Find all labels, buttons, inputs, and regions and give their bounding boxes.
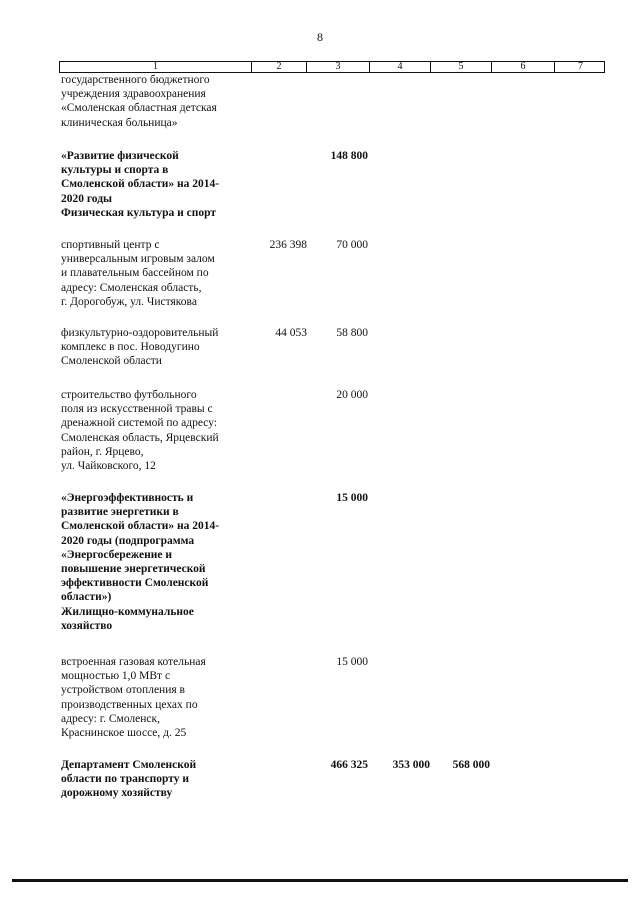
program-heading: «Развитие физической культуры и спорта в Смоленской области» на 2014- 2020 годы Физическая культура и спорт [61, 150, 220, 219]
row-text: встроенная газовая котельная мощностью 1,0 МВт с устройством отопления в производственных цехах по адресу: г. Смоленск, Краснинское шоссе, д. 25 [61, 656, 206, 740]
program-amount-col3: 15 000 [336, 492, 368, 504]
bottom-scan-border [12, 879, 628, 882]
amount-col3: 15 000 [336, 656, 368, 668]
department-heading: Департамент Смоленской области по транспорту и дорожному хозяйству [61, 759, 197, 800]
column-header-2: 2 [252, 62, 307, 72]
column-header-3: 3 [307, 62, 370, 72]
amount-col2: 44 053 [275, 327, 307, 339]
column-header-row [59, 61, 605, 73]
amount-col3: 70 000 [336, 239, 368, 251]
program-heading: «Энергоэффективность и развитие энергетики в Смоленской области» на 2014- 2020 годы (подпрограмма «Энергосбережение и повышение энергетической эффективности Смоленской области») Жилищно-коммунальное хозяйство [61, 492, 220, 632]
department-amount-col4: 353 000 [392, 759, 430, 771]
row-text: спортивный центр с универсальным игровым залом и плавательным бассейном по адресу: Смоленская область, г. Дорогобуж, ул. Чистякова [61, 239, 215, 308]
column-header-6: 6 [492, 62, 555, 72]
row-text: физкультурно-оздоровительный комплекс в пос. Новодугино Смоленской области [61, 327, 219, 368]
row-text: строительство футбольного поля из искусственной травы с дренажной системой по адресу: Смоленская область, Ярцевский район, г. Ярцево, ул. Чайковского, 12 [61, 389, 219, 473]
amount-col3: 20 000 [336, 389, 368, 401]
column-header-5: 5 [431, 62, 492, 72]
page-number: 8 [317, 30, 323, 44]
column-header-4: 4 [370, 62, 431, 72]
department-amount-col3: 466 325 [330, 759, 368, 771]
department-amount-col5: 568 000 [452, 759, 490, 771]
row-text: государственного бюджетного учреждения здравоохранения «Смоленская областная детская клиническая больница» [61, 74, 217, 129]
program-amount-col3: 148 800 [330, 150, 368, 162]
amount-col3: 58 800 [336, 327, 368, 339]
column-header-7: 7 [578, 61, 583, 72]
column-header-1: 1 [60, 62, 252, 72]
amount-col2: 236 398 [269, 239, 307, 251]
